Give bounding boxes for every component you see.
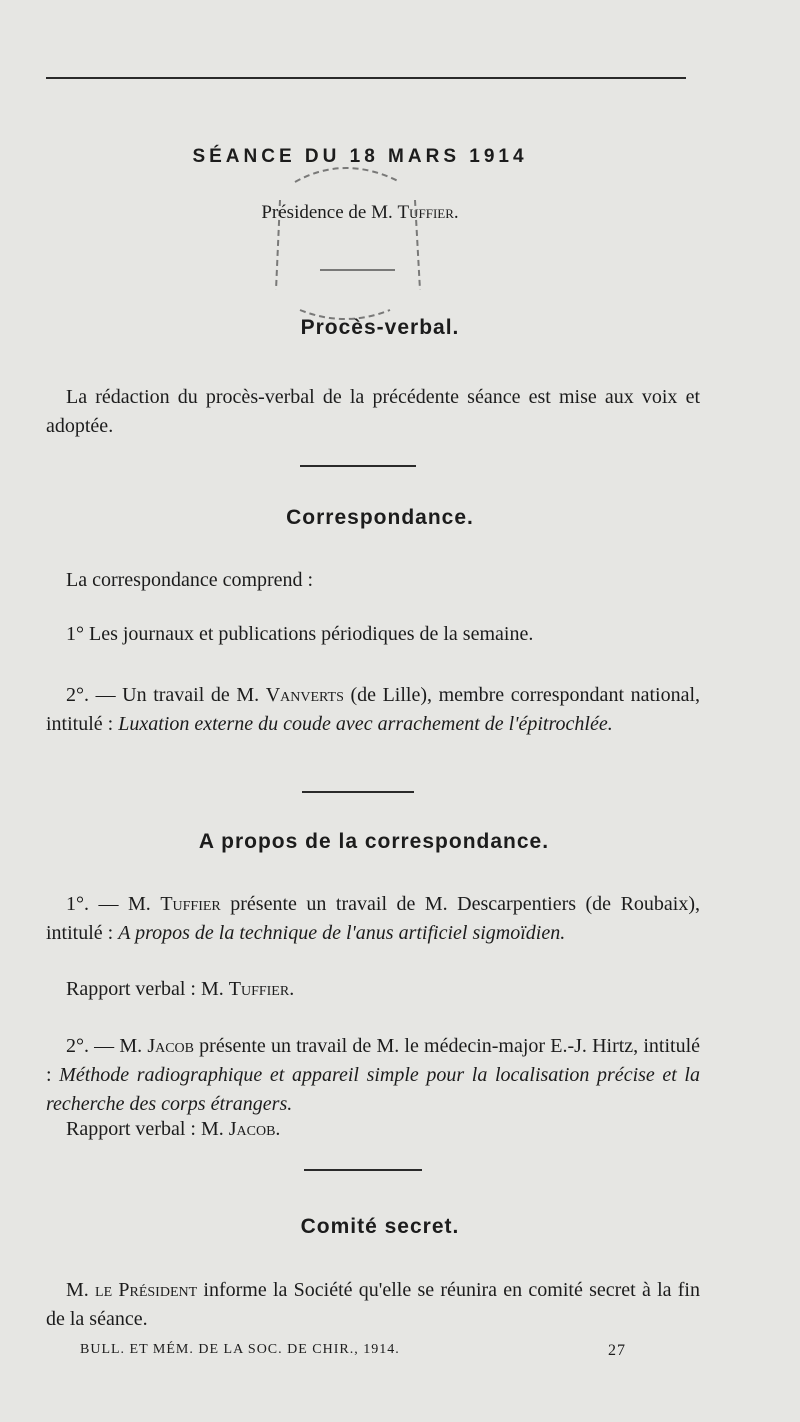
a-propos-item-1-report	[66, 978, 294, 1001]
tuffier-name: Tuffier	[160, 893, 221, 915]
comite-rest: informe la Société qu'elle se réunira en comité secret à la fin de la séance.	[46, 1279, 700, 1330]
a-propos-item1-prefix: 1°. — M.	[66, 893, 161, 915]
a-propos-item1-mid: présente un travail de M. Descarpentiers (de Roubaix), intitulé :	[46, 893, 700, 944]
a-propos-heading: A propos de la correspondance.	[198, 830, 550, 853]
correspondance-item-1: 1° Les journaux et publications périodiques de la semaine.	[66, 623, 534, 645]
comite-prefix: M.	[66, 1279, 96, 1301]
journal-citation: BULL. ET MÉM. DE LA SOC. DE CHIR., 1914.	[80, 1342, 400, 1357]
a-propos-item-2-report	[66, 1118, 280, 1141]
item2-mid: (de Lille), membre correspondant national, intitulé :	[46, 684, 701, 735]
section-divider	[304, 1169, 422, 1171]
correspondance-heading: Correspondance.	[286, 506, 474, 529]
item2-prefix: 2°. — Un travail de M.	[66, 684, 266, 706]
a-propos-item2-title: Méthode radiographique et appareil simple pour la localisation précise et la recherche des corps étrangers.	[46, 1064, 700, 1115]
presidence-prefix: Présidence de M.	[261, 202, 398, 223]
report-name: Tuffier.	[228, 978, 295, 1000]
presidence-line	[0, 202, 720, 224]
proces-verbal-text: La rédaction du procès-verbal de la précédente séance est mise aux voix et adoptée.	[46, 386, 700, 437]
president-title: le Président	[95, 1279, 198, 1301]
page-footer	[80, 1342, 626, 1358]
item2-title: Luxation externe du coude avec arrachement de l'épitrochlée.	[118, 713, 613, 735]
correspondance-item-2	[46, 681, 700, 739]
seance-title: SÉANCE DU 18 MARS 1914	[192, 146, 528, 167]
comite-secret-text	[46, 1276, 700, 1334]
a-propos-item2-prefix: 2°. — M.	[66, 1035, 148, 1057]
library-stamp	[250, 160, 440, 320]
a-propos-item2-mid: présente un travail de M. le médecin-major E.-J. Hirtz, intitulé :	[46, 1035, 701, 1086]
report-prefix: Rapport verbal : M.	[66, 978, 229, 1000]
a-propos-item1-title: A propos de la technique de l'anus artificiel sigmoïdien.	[118, 922, 566, 944]
a-propos-item-1	[46, 890, 700, 948]
jacob-name: Jacob	[147, 1035, 194, 1057]
correspondance-intro: La correspondance comprend :	[66, 569, 314, 591]
section-divider	[302, 791, 414, 793]
proces-verbal-heading: Procès-verbal.	[300, 316, 460, 339]
top-rule	[46, 77, 686, 79]
report-name: Jacob.	[228, 1118, 281, 1140]
president-name: Tuffier.	[397, 202, 459, 223]
section-divider	[300, 465, 416, 467]
report-prefix: Rapport verbal : M.	[66, 1118, 229, 1140]
vanverts-name: Vanverts	[265, 684, 344, 706]
comite-secret-heading: Comité secret.	[300, 1215, 460, 1238]
a-propos-item-2	[46, 1032, 700, 1119]
page-number: 27	[608, 1342, 626, 1359]
